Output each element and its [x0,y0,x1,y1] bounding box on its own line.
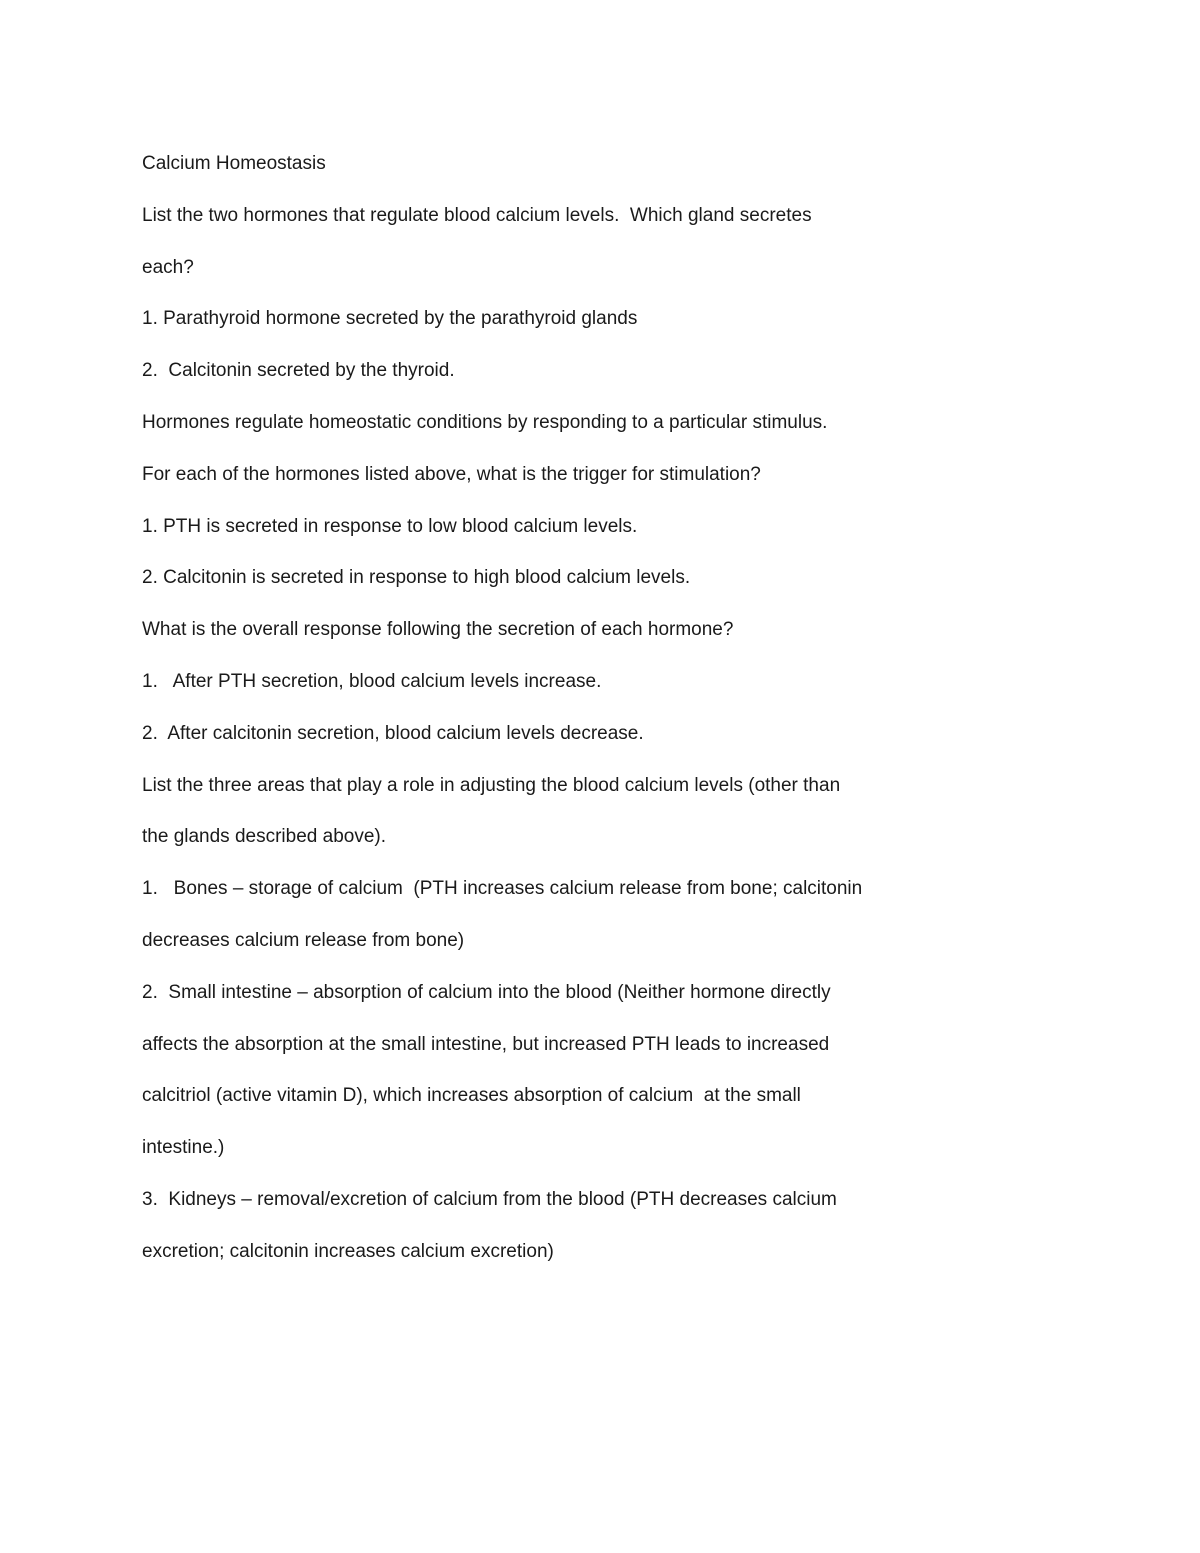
answer-3-item-1: 1. After PTH secretion, blood calcium levels increase. [142,670,602,692]
answer-2-item-1: 1. PTH is secreted in response to low blood calcium levels. [142,515,638,537]
answer-4-item-1-line-2: decreases calcium release from bone) [142,929,465,951]
answer-4-item-2-line-1: 2. Small intestine – absorption of calcium into the blood (Neither hormone directly [142,981,831,1003]
answer-2-item-2: 2. Calcitonin is secreted in response to high blood calcium levels. [142,567,691,589]
question-4-line-1: List the three areas that play a role in adjusting the blood calcium levels (other than [142,774,841,796]
answer-4-item-3-line-1: 3. Kidneys – removal/excretion of calcium from the blood (PTH decreases calcium [142,1188,837,1210]
question-2-line-2: For each of the hormones listed above, what is the trigger for stimulation? [142,463,761,485]
answer-4-item-2-line-2: affects the absorption at the small intestine, but increased PTH leads to increased [142,1033,830,1055]
question-1-line-2: each? [142,256,194,278]
answer-1-item-1: 1. Parathyroid hormone secreted by the parathyroid glands [142,308,638,330]
answer-4-item-3-line-2: excretion; calcitonin increases calcium excretion) [142,1240,554,1262]
question-3: What is the overall response following the secretion of each hormone? [142,619,734,641]
answer-4-item-2-line-4: intestine.) [142,1137,225,1159]
question-4-line-2: the glands described above). [142,826,386,848]
question-2-line-1: Hormones regulate homeostatic conditions by responding to a particular stimulus. [142,411,828,433]
question-1-line-1: List the two hormones that regulate blood calcium levels. Which gland secretes [142,204,812,226]
answer-4-item-2-line-3: calcitriol (active vitamin D), which increases absorption of calcium at the small [142,1085,801,1107]
answer-3-item-2: 2. After calcitonin secretion, blood calcium levels decrease. [142,722,644,744]
answer-4-item-1-line-1: 1. Bones – storage of calcium (PTH increases calcium release from bone; calcitonin [142,878,863,900]
document-body [142,138,922,1278]
answer-1-item-2: 2. Calcitonin secreted by the thyroid. [142,360,455,382]
document-title: Calcium Homeostasis [142,153,326,174]
